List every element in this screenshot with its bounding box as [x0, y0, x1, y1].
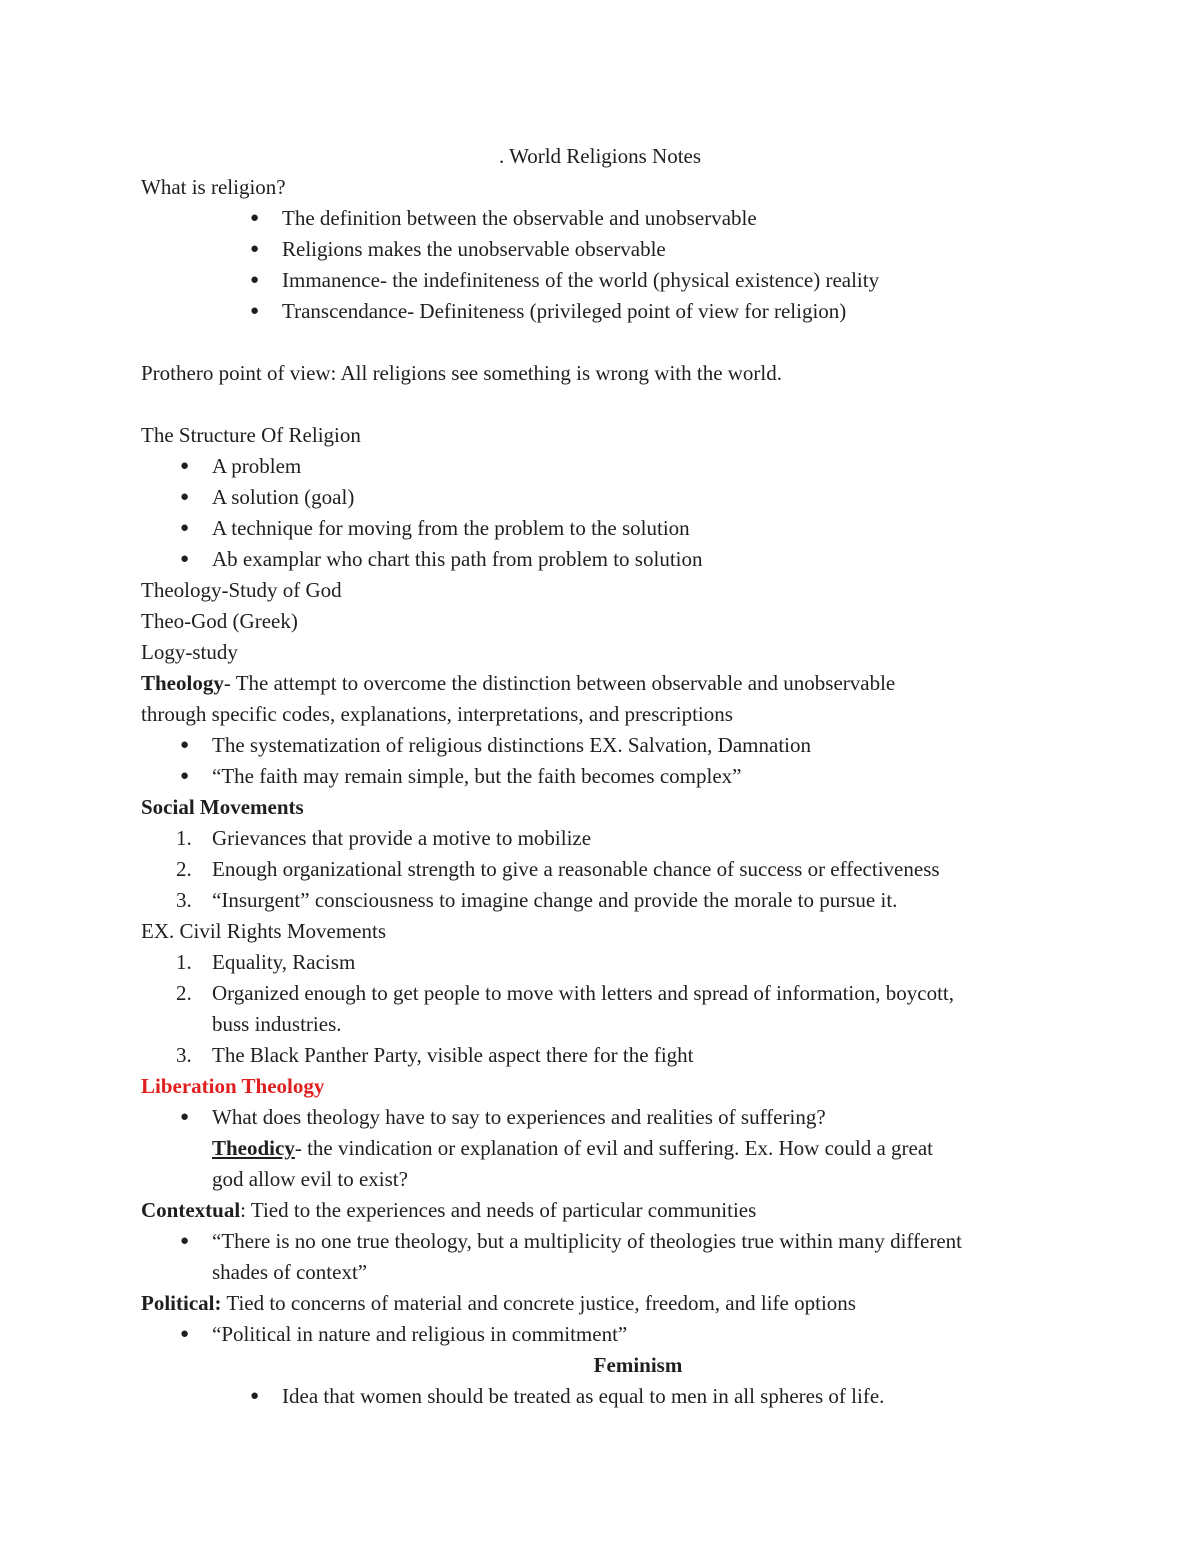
contextual-text: : Tied to the experiences and needs of particular communities	[240, 1198, 757, 1222]
page-title: . World Religions Notes	[498, 144, 702, 168]
bullet-icon: ●	[180, 458, 190, 474]
civil-rights-item: Equality, Racism	[212, 950, 356, 974]
liberation-theology-heading: Liberation Theology	[141, 1074, 325, 1098]
bullet-icon: ●	[180, 1109, 190, 1125]
contextual-term: Contextual	[141, 1198, 241, 1222]
theology-bullet: The systematization of religious distinctions EX. Salvation, Damnation	[212, 733, 811, 757]
theodicy-term: Theodicy	[212, 1136, 295, 1160]
bullet-icon: ●	[250, 241, 260, 257]
list-number: 2.	[176, 857, 192, 881]
political-term: Political:	[141, 1291, 222, 1315]
intro-question: What is religion?	[141, 175, 286, 199]
list-number: 3.	[176, 888, 192, 912]
feminism-bullet: Idea that women should be treated as equal to men in all spheres of life.	[282, 1384, 885, 1408]
structure-heading: The Structure Of Religion	[141, 423, 361, 447]
bullet-icon: ●	[250, 210, 260, 226]
definition-line: Theology-Study of God	[141, 578, 342, 602]
contextual-bullet: “There is no one true theology, but a multiplicity of theologies true within many different	[212, 1229, 962, 1253]
political-bullet: “Political in nature and religious in commitment”	[212, 1322, 628, 1346]
theodicy-definition	[212, 1133, 933, 1164]
bullet-icon: ●	[180, 551, 190, 567]
bullet-icon: ●	[250, 1388, 260, 1404]
civil-rights-item: The Black Panther Party, visible aspect there for the fight	[212, 1043, 694, 1067]
bullet-icon: ●	[180, 768, 190, 784]
bullet-icon: ●	[180, 1326, 190, 1342]
theology-text: - The attempt to overcome the distinction between observable and unobservable	[223, 671, 896, 695]
intro-bullet: Immanence- the indefiniteness of the world (physical existence) reality	[282, 268, 880, 292]
theodicy-text-continued: god allow evil to exist?	[212, 1167, 408, 1191]
political-text: Tied to concerns of material and concrete justice, freedom, and life options	[221, 1291, 856, 1315]
feminism-heading: Feminism	[593, 1353, 683, 1377]
social-movements-item: “Insurgent” consciousness to imagine change and provide the morale to pursue it.	[212, 888, 898, 912]
political-definition	[141, 1288, 856, 1319]
theology-term: Theology	[141, 671, 224, 695]
contextual-definition	[141, 1195, 756, 1226]
structure-bullet: Ab examplar who chart this path from problem to solution	[212, 547, 703, 571]
civil-rights-item: Organized enough to get people to move with letters and spread of information, boycott,	[212, 981, 955, 1005]
definition-line: Theo-God (Greek)	[141, 609, 298, 633]
bullet-icon: ●	[180, 520, 190, 536]
list-number: 1.	[176, 950, 192, 974]
intro-bullet: Religions makes the unobservable observable	[282, 237, 666, 261]
bullet-icon: ●	[250, 303, 260, 319]
bullet-icon: ●	[180, 489, 190, 505]
social-movements-item: Enough organizational strength to give a reasonable chance of success or effectiveness	[212, 857, 940, 881]
list-number: 3.	[176, 1043, 192, 1067]
intro-bullet: The definition between the observable and unobservable	[282, 206, 757, 230]
bullet-icon: ●	[250, 272, 260, 288]
contextual-bullet-continued: shades of context”	[212, 1260, 368, 1284]
social-movements-item: Grievances that provide a motive to mobilize	[212, 826, 592, 850]
civil-rights-heading: EX. Civil Rights Movements	[141, 919, 387, 943]
list-number: 2.	[176, 981, 192, 1005]
prothero-line: Prothero point of view: All religions see something is wrong with the world.	[141, 361, 783, 385]
intro-bullet: Transcendance- Definiteness (privileged point of view for religion)	[282, 299, 847, 323]
structure-bullet: A technique for moving from the problem to the solution	[212, 516, 690, 540]
definition-line: Logy-study	[141, 640, 238, 664]
theology-definition	[141, 668, 895, 699]
bullet-icon: ●	[180, 1233, 190, 1249]
civil-rights-item-continued: buss industries.	[212, 1012, 342, 1036]
liberation-bullet: What does theology have to say to experiences and realities of suffering?	[212, 1105, 826, 1129]
social-movements-heading: Social Movements	[141, 795, 304, 819]
theodicy-text: - the vindication or explanation of evil and suffering. Ex. How could a great	[294, 1136, 934, 1160]
theology-bullet: “The faith may remain simple, but the faith becomes complex”	[212, 764, 742, 788]
theology-text-continued: through specific codes, explanations, interpretations, and prescriptions	[141, 702, 733, 726]
structure-bullet: A solution (goal)	[212, 485, 355, 509]
list-number: 1.	[176, 826, 192, 850]
structure-bullet: A problem	[212, 454, 302, 478]
bullet-icon: ●	[180, 737, 190, 753]
